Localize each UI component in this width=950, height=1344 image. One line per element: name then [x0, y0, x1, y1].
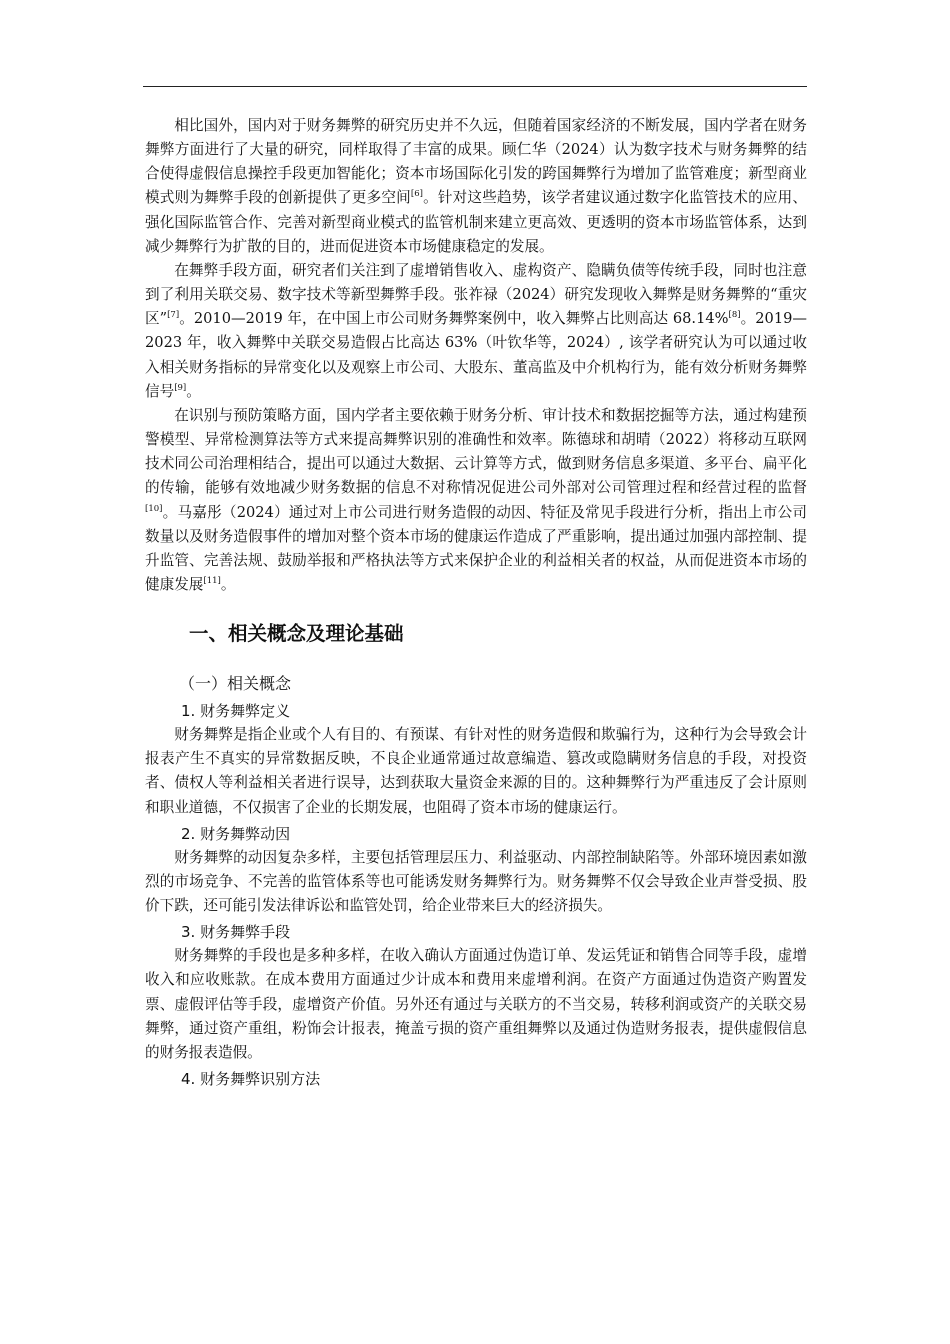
text-run: 。	[186, 382, 201, 400]
paragraph-intro-2	[145, 259, 807, 404]
subsection-heading: （一）相关概念	[179, 674, 292, 694]
text-run: 相比国外，国内对于财务舞弊的研究历史并不久远，但随着国家经济的不断发展，国内学者在财务舞弊方面进行了大量的研究，同样取得了丰富的成果。顾仁华（2024）认为数字技术与财务舞弊的结合使得虚假信息操控手段更加智能化；资本市场国际化引发的跨国舞弊行为增加了监管难度；新型商业模式则为舞弊手段的创新提供了更多空间	[145, 117, 807, 207]
citation-ref: [10]	[145, 503, 163, 514]
text-run: 。针对这些趋势，该学者建议通过数字化监管技术的应用、强化国际监管合作、完善对新型商业模式的监管机制来建立更高效、更透明的资本市场监管体系，达到减少舞弊行为扩散的目的，进而促进资本市场健康稳定的发展。	[145, 189, 807, 255]
text-run: 。2010—2019 年，在中国上市公司财务舞弊案例中，收入舞弊占比则高达 68.14%	[179, 310, 729, 328]
text-run: 。马嘉彤（2024）通过对上市公司进行财务造假的动因、特征及常见手段进行分析，指出上市公司数量以及财务造假事件的增加对整个资本市场的健康运作造成了严重影响，提出通过加强内部控制、提升监管、完善法规、鼓励举报和严格执法等方式来保护企业的利益相关者的权益，从而促进资本市场的健康发展	[145, 503, 807, 593]
text-run: 。	[220, 575, 236, 593]
item-heading-definition: 1. 财务舞弊定义	[181, 702, 291, 721]
document-body	[145, 114, 807, 1091]
text-run: 在识别与预防策略方面，国内学者主要依赖于财务分析、审计技术和数据挖掘等方法，通过构建预警模型、异常检测算法等方式来提高舞弊识别的准确性和效率。陈德球和胡晴（2022）将移动互联网技术同公司治理相结合，提出可以通过大数据、云计算等方式，做到财务信息多渠道、多平台、扁平化的传输，能够有效地减少财务数据的信息不对称情况促进公司外部对公司管理过程和经营过程的监督	[145, 406, 807, 497]
header-rule	[143, 86, 807, 87]
paragraph-definition: 财务舞弊是指企业或个人有目的、有预谋、有针对性的财务造假和欺骗行为，这种行为会导致会计报表产生不真实的异常数据反映，不良企业通常通过故意编造、篡改或隐瞒财务信息的手段，对投资者、债权人等利益相关者进行误导，达到获取大量资金来源的目的。这种舞弊行为严重违反了会计原则和职业道德，不仅损害了企业的长期发展，也阻碍了资本市场的健康运行。	[145, 726, 807, 816]
paragraph-intro-3	[145, 404, 807, 597]
citation-ref: [7]	[167, 310, 180, 321]
item-heading-methods: 3. 财务舞弊手段	[181, 923, 291, 942]
citation-ref: [8]	[728, 310, 741, 321]
paragraph-intro-1	[145, 114, 807, 259]
citation-ref: [9]	[174, 382, 187, 393]
section-heading: 一、相关概念及理论基础	[189, 622, 404, 646]
citation-ref: [11]	[203, 576, 221, 587]
text-run: 在舞弊手段方面，研究者们关注到了虚增销售收入、虚构资产、隐瞒负债等传统手段，同时也注意到了利用关联交易、数字技术等新型舞弊手段。张祚禄（2024）研究发现收入舞弊是财务舞弊的“重灾区”	[145, 261, 807, 328]
paragraph-motives: 财务舞弊的动因复杂多样，主要包括管理层压力、利益驱动、内部控制缺陷等。外部环境因素如激烈的市场竞争、不完善的监管体系等也可能诱发财务舞弊行为。财务舞弊不仅会导致企业声誉受损、股价下跌，还可能引发法律诉讼和监管处罚，给企业带来巨大的经济损失。	[145, 848, 807, 915]
paragraph-methods: 财务舞弊的手段也是多种多样，在收入确认方面通过伪造订单、发运凭证和销售合同等手段，虚增收入和应收账款。在成本费用方面通过少计成本和费用来虚增利润。在资产方面通过伪造资产购置发票、虚假评估等手段，虚增资产价值。另外还有通过与关联方的不当交易，转移利润或资产的关联交易舞弊，通过资产重组，粉饰会计报表，掩盖亏损的资产重组舞弊以及通过伪造财务报表，提供虚假信息的财务报表造假。	[145, 947, 807, 1061]
item-heading-identification: 4. 财务舞弊识别方法	[181, 1070, 321, 1088]
item-heading-motives: 2. 财务舞弊动因	[181, 824, 291, 843]
citation-ref: [6]	[410, 189, 423, 200]
text-run: 。2019—2023 年，收入舞弊中关联交易造假占比高达 63%（叶钦华等，2024）, 该学者研究认为可以通过收入相关财务指标的异常变化以及观察上市公司、大股东、董高监及中介机构行为，能有效分析财务舞弊信号	[145, 310, 807, 400]
